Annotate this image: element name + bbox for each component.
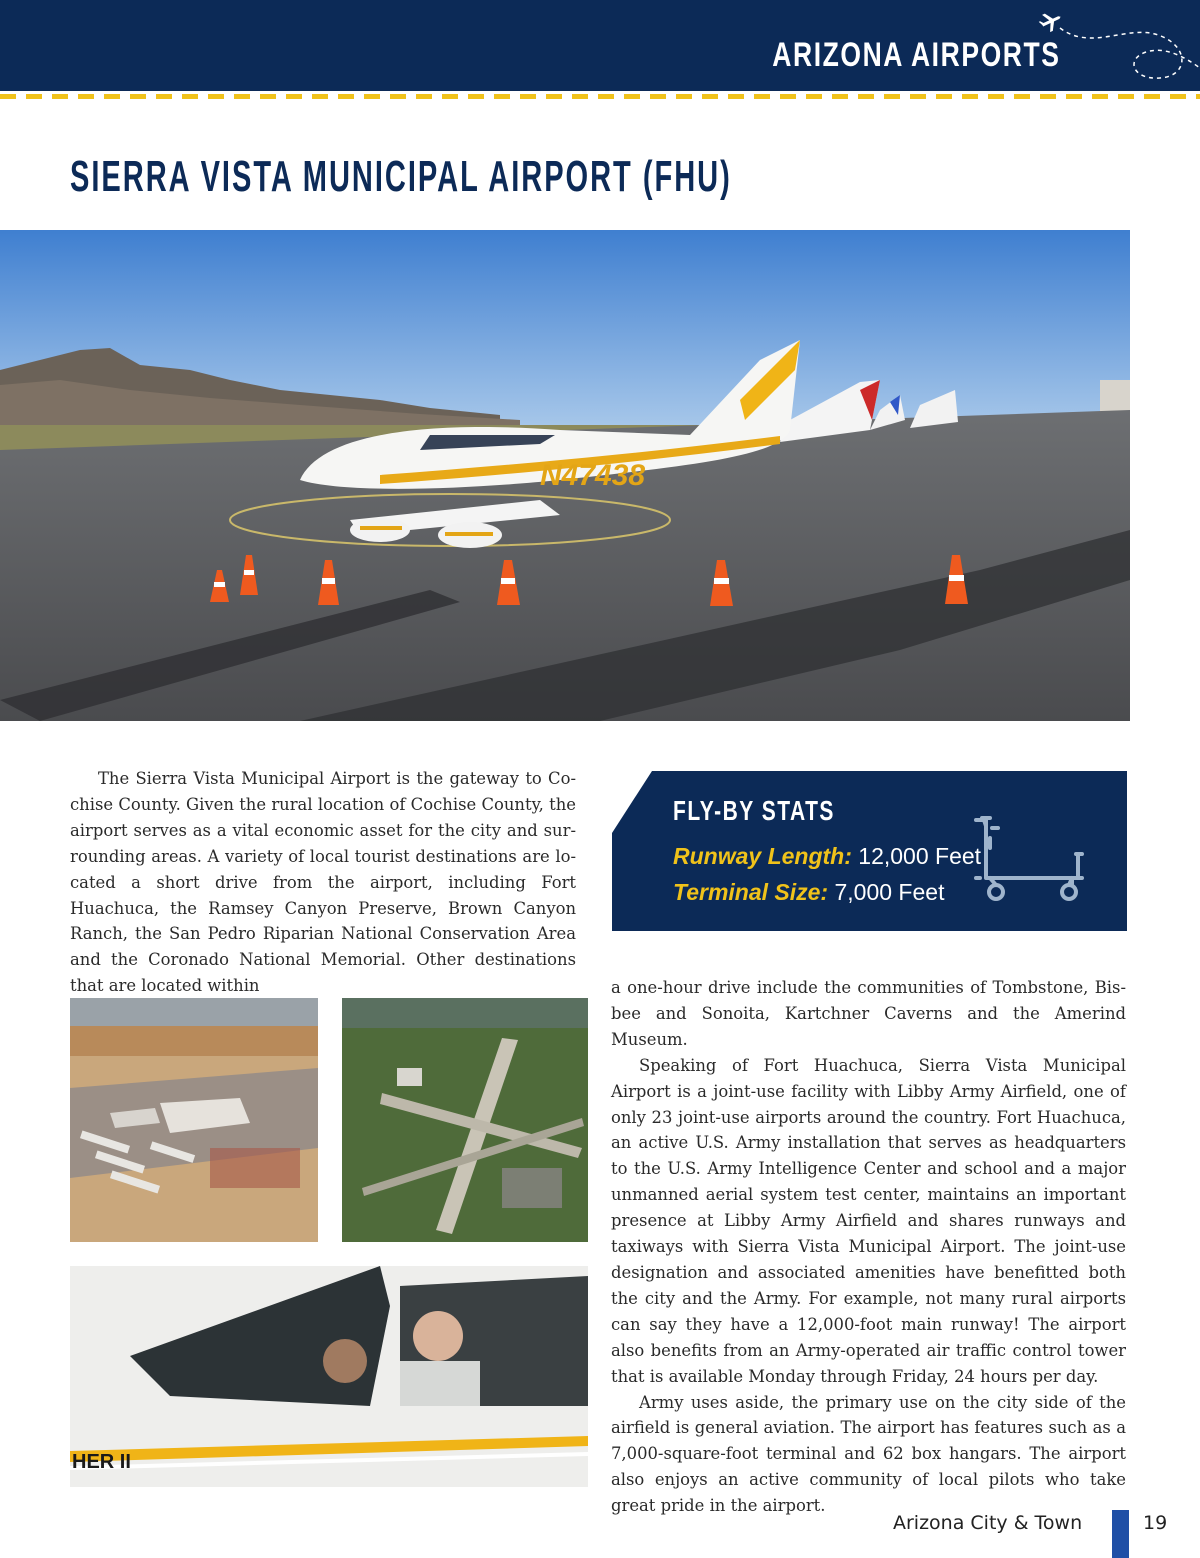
paragraph-continuation: a one-hour drive include the communities of Tombstone, Bisbee and Sonoita, Kartchner Caverns and the Amerind Museum. <box>611 978 1126 1049</box>
stats-title: FLY-BY STATS <box>673 795 835 826</box>
page-title: SIERRA VISTA MUNICIPAL AIRPORT (FHU) <box>70 152 732 201</box>
aerial-runway-photo <box>342 998 588 1242</box>
fly-by-stats-box <box>612 771 1127 931</box>
paragraph: Speaking of Fort Huachuca, Sierra Vista Municipal Airport is a joint-use facility with Libby Army Airfield, one of only 23 joint-use airports around the country. Fort Huachuca, an active U.S. Army installation that serves as headquarters to the U.S. Army Intelligence Center and school and a major unmanned aerial system test center, maintains an important presence at Libby Army Airfield and shares runways and taxiways with Sierra Vista Municipal Airport. The joint-use designation and associated amenities have benefitted both the city and the Army. For example, not many rural airports can say they have a 12,000-foot main runway! The airport also benefits from an Army-operated air traffic control tower that is available Monday through Friday, 24 hours per day. <box>611 1055 1126 1386</box>
stat-value: 7,000 Feet <box>834 879 945 905</box>
footer-accent-bar <box>1112 1510 1129 1558</box>
publication-name: Arizona City & Town <box>893 1512 1083 1534</box>
plane-lettering: HER II <box>72 1451 131 1473</box>
section-title: ARIZONA AIRPORTS <box>771 36 1060 74</box>
article-column-1 <box>70 766 576 999</box>
aerial-terminal-photo <box>70 998 318 1242</box>
stat-label: Runway Length: <box>673 843 852 869</box>
dashed-divider <box>0 94 1200 99</box>
paragraph: The Sierra Vista Municipal Airport is the gateway to Cochise County. Given the rural location of Cochise County, the airport serves as a vital economic asset for the city and surrounding areas. A variety of local tourist destinations are located a short drive from the airport, including Fort Huachuca, the Ramsey Canyon Preserve, Brown Canyon Ranch, the San Pedro Riparian National Conservation Area and the Coronado National Memorial. Other destinations that are located within <box>70 769 576 996</box>
stat-value: 12,000 Feet <box>858 843 982 869</box>
luggage-cart-icon <box>972 814 1087 902</box>
stat-label: Terminal Size: <box>673 879 829 905</box>
tail-number: N47438 <box>540 459 646 492</box>
hero-photo <box>0 230 1130 721</box>
article-column-2 <box>611 975 1126 1519</box>
paragraph: Army uses aside, the primary use on the city side of the airfield is general aviation. The airport has features such as a 7,000-square-foot terminal and 62 box hangars. The airport also enjoys an active community of local pilots who take great pride in the airport. <box>611 1392 1126 1516</box>
stat-runway-length <box>673 843 981 870</box>
airplane-icon <box>1030 6 1200 90</box>
cockpit-photo <box>70 1266 588 1487</box>
page-number: 19 <box>1143 1512 1168 1534</box>
stat-terminal-size <box>673 879 944 906</box>
